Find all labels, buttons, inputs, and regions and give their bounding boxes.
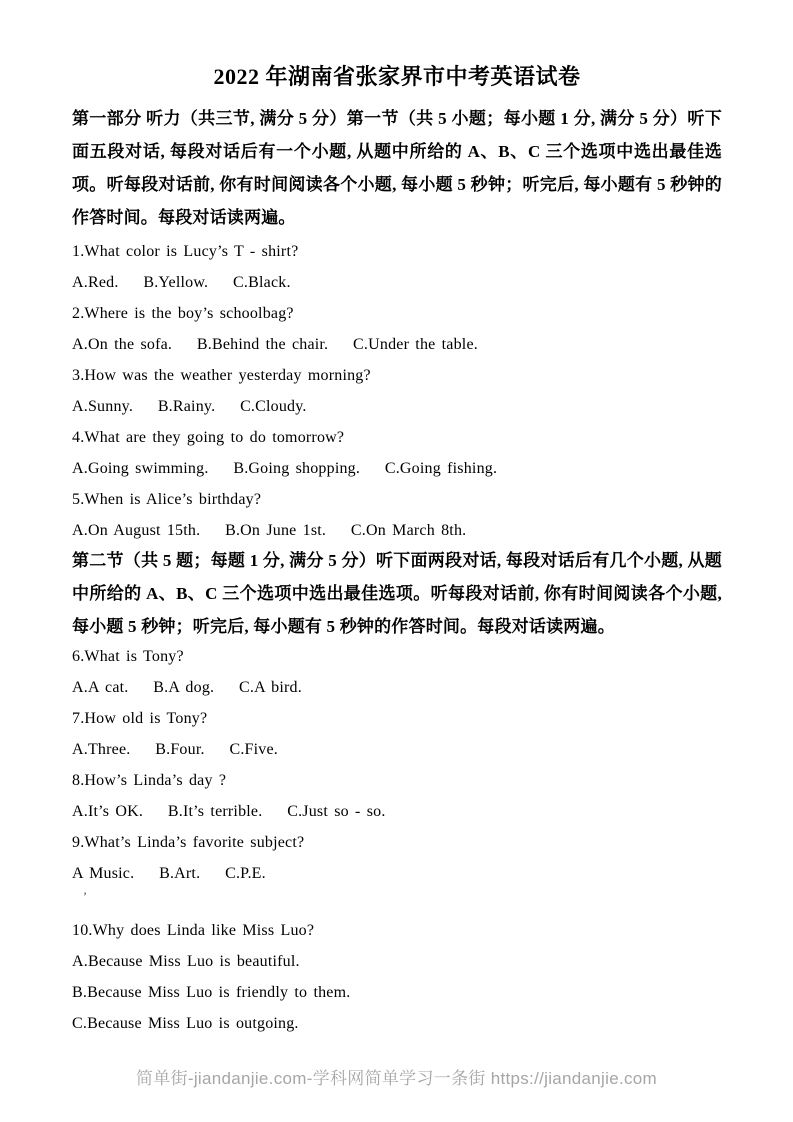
question-5-options: A.On August 15th. B.On June 1st. C.On March 8th. <box>72 522 467 539</box>
scan-artifact-mark: ’ <box>83 889 87 903</box>
question-1-options: A.Red. B.Yellow. C.Black. <box>72 274 291 291</box>
part2-instructions: 第二节（共 5 题；每题 1 分, 满分 5 分）听下面两段对话, 每段对话后有几个小题, 从题中所给的 A、B、C 三个选项中选出最佳选项。听每段对话前, 你有时间阅读各个小题, 每小题 5 秒钟；听完后, 每小题有 5 秒钟的作答时间。每段对话读两遍。 <box>72 551 722 636</box>
question-10-option-b: B.Because Miss Luo is friendly to them. <box>72 984 351 1001</box>
question-4-text: 4.What are they going to do tomorrow? <box>72 429 345 446</box>
question-6-options: A.A cat. B.A dog. C.A bird. <box>72 679 302 696</box>
question-7-options: A.Three. B.Four. C.Five. <box>72 741 278 758</box>
question-4-options: A.Going swimming. B.Going shopping. C.Going fishing. <box>72 460 498 477</box>
question-8-text: 8.How’s Linda’s day ? <box>72 772 227 789</box>
question-7-text: 7.How old is Tony? <box>72 710 208 727</box>
question-2-text: 2.Where is the boy’s schoolbag? <box>72 305 294 322</box>
question-8-options: A.It’s OK. B.It’s terrible. C.Just so - so. <box>72 803 386 820</box>
part1-instructions: 第一部分 听力（共三节, 满分 5 分）第一节（共 5 小题；每小题 1 分, 满分 5 分）听下面五段对话, 每段对话后有一个小题, 从题中所给的 A、B、C 三个选项中选出最佳选项。听每段对话前, 你有时间阅读各个小题, 每小题 5 秒钟；听完后, 每小题有 5 秒钟的作答时间。每段对话读两遍。 <box>72 109 722 227</box>
question-9-text: 9.What’s Linda’s favorite subject? <box>72 834 305 851</box>
question-3-text: 3.How was the weather yesterday morning? <box>72 367 371 384</box>
watermark-footer: 简单街-jiandanjie.com-学科网简单学习一条街 https://jiandanjie.com <box>135 1069 658 1088</box>
question-3-options: A.Sunny. B.Rainy. C.Cloudy. <box>72 398 307 415</box>
question-1-text: 1.What color is Lucy’s T - shirt? <box>72 243 299 260</box>
question-10-text: 10.Why does Linda like Miss Luo? <box>72 922 315 939</box>
question-10-option-c: C.Because Miss Luo is outgoing. <box>72 1015 299 1032</box>
question-5-text: 5.When is Alice’s birthday? <box>72 491 262 508</box>
page-content <box>72 0 722 1039</box>
question-9-options: A Music. B.Art. C.P.E. <box>72 865 266 882</box>
question-10-option-a: A.Because Miss Luo is beautiful. <box>72 953 300 970</box>
question-6-text: 6.What is Tony? <box>72 648 184 665</box>
question-2-options: A.On the sofa. B.Behind the chair. C.Under the table. <box>72 336 478 353</box>
page-title: 2022 年湖南省张家界市中考英语试卷 <box>213 64 581 89</box>
